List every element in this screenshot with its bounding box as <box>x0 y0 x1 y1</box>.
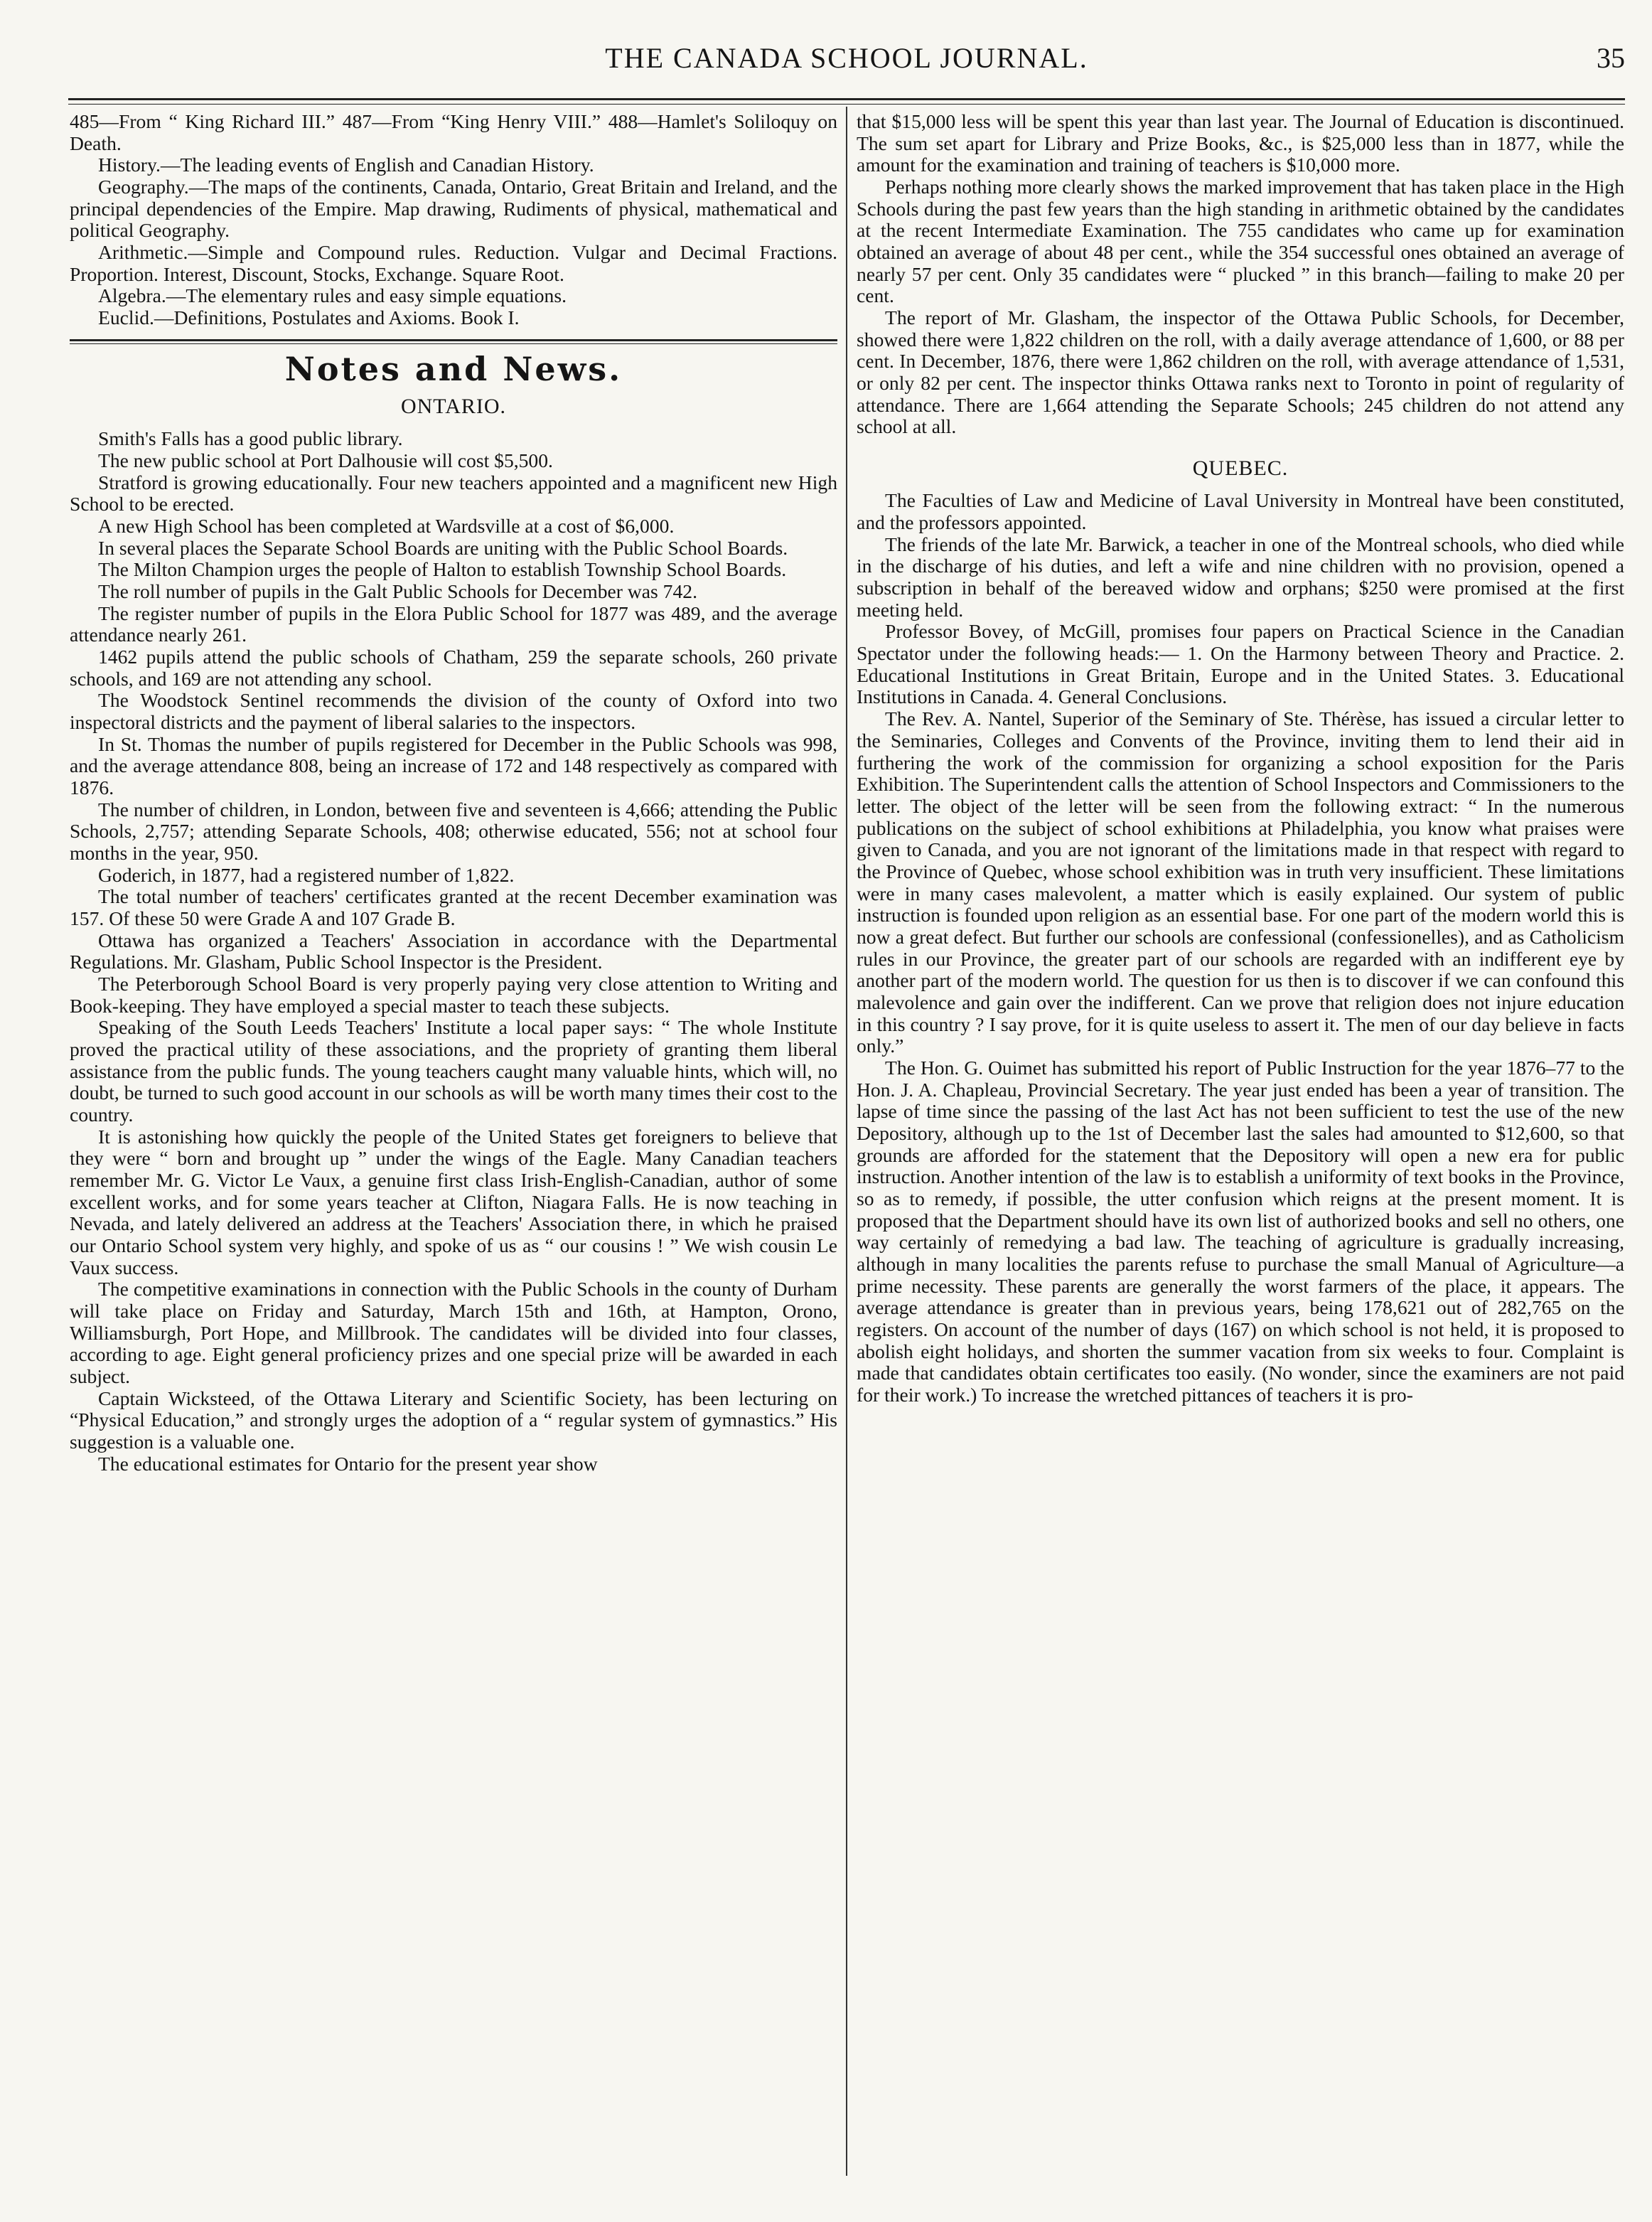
news-item: In several places the Separate School Boards are uniting with the Public School Boards. <box>98 536 788 559</box>
news-item: The Woodstock Sentinel recommends the division of the county of Oxford into two inspectoral districts and the payment of liberal salaries to the inspectors. <box>70 689 837 733</box>
news-item: The Peterborough School Board is very properly paying very close attention to Writing and Book-keeping. They have employed a special master to teach these subjects. <box>70 973 837 1017</box>
news-item: that $15,000 less will be spent this year than last year. The Journal of Education is discontinued. The sum set apart for Library and Prize Books, &c., is $25,000 less than in 1877, while the amount for the examination and training of teachers is $10,000 more. <box>857 111 1624 176</box>
news-item: The Milton Champion urges the people of Halton to establish Township School Boards. <box>98 558 787 581</box>
news-item: In St. Thomas the number of pupils registered for December in the Public Schools was 998, and the average attendance 808, being an increase of 172 and 148 respectively as compared with 1876. <box>70 732 837 798</box>
news-item: The educational estimates for Ontario for the present year show <box>98 1452 598 1475</box>
intro-paragraph: Geography.—The maps of the continents, Canada, Ontario, Great Britain and Ireland, and the principal dependencies of the Empire. Map drawing, Rudiments of physical, mathematical and political Geography. <box>70 176 837 242</box>
news-item: The friends of the late Mr. Barwick, a teacher in one of the Montreal schools, who died while in the discharge of his duties, and left a wife and nine children with no provision, opened a subscription in behalf of the bereaved widow and orphans; $250 were promised at the first meeting held. <box>857 533 1624 621</box>
news-item: It is astonishing how quickly the people of the United States get foreigners to believe that they were “ born and brought up ” under the wings of the Eagle. Many Canadian teachers remember Mr. G. Victor Le Vaux, a genuine first class Irish-English-Canadian, author of some excellent works, and for some years teacher at Clifton, Niagara Falls. He is now teaching in Nevada, and lately delivered an address at the Teachers' Association there, in which he praised our Ontario School system very highly, and spoke of us as “ our cousins ! ” We wish cousin Le Vaux success. <box>70 1125 837 1278</box>
news-item: The Hon. G. Ouimet has submitted his report of Public Instruction for the year 1876–77 to the Hon. J. A. Chapleau, Provincial Secretary. The year just ended has been a year of transition. The lapse of time since the passing of the last Act has not been sufficient to test the use of the new Depository, although up to the 1st of December last the sales had amounted to $12,600, so that grounds are afforded for the statement that the Depository will open a new era for public instruction. Another intention of the law is to establish a uniformity of text books in the Province, so as to remedy, if possible, the utter confusion which reigns at the present moment. It is proposed that the Department should have its own list of authorized books and sell no others, one way certainly of remedying a bad law. The teaching of agriculture is gradually increasing, although in many localities the parents refuse to purchase the small Manual of Agriculture—a prime necessity. These parents are generally the worst farmers of the place, it appears. The average attendance is greater than in previous years, being 178,621 out of 282,765 on the registers. On account of the number of days (167) on which school is not held, it is proposed to abolish eight holidays, and shorten the summer vacation from six weeks to four. Complaint is made that candidates obtain certificates too easily. (No wonder, since the examiners are not paid for their work.) To increase the wretched pittances of teachers it is pro- <box>857 1056 1624 1406</box>
news-item: The competitive examinations in connection with the Public Schools in the county of Durham will take place on Friday and Saturday, March 15th and 16th, at Hampton, Orono, Williamsburgh, Port Hope, and Millbrook. The candidates will be divided into four classes, according to age. Eight general proficiency prizes and one special prize will be awarded in each subject. <box>70 1278 837 1388</box>
quebec-heading: QUEBEC. <box>1192 456 1289 481</box>
news-item: Captain Wicksteed, of the Ottawa Literary and Scientific Society, has been lecturing on “Physical Education,” and strongly urges the adoption of a “ regular system of gymnastics.” His suggestion is a valuable one. <box>70 1387 837 1453</box>
section-title: Notes and News. <box>284 349 623 388</box>
header-rule-thin <box>68 104 1625 105</box>
news-item: Professor Bovey, of McGill, promises four papers on Practical Science in the Canadian Spectator under the following heads:— 1. On the Harmony between Theory and Practice. 2. Educational Institutions in Great Britain, Europe and in the United States. 3. Educational Institutions in Canada. 4. General Conclusions. <box>857 620 1624 708</box>
news-item: The number of children, in London, between five and seventeen is 4,666; attending the Public Schools, 2,757; attending Separate Schools, 408; otherwise educated, 556; not at school four months in the year, 950. <box>70 798 837 864</box>
intro-paragraph: Arithmetic.—Simple and Compound rules. Reduction. Vulgar and Decimal Fractions. Proportion. Interest, Discount, Stocks, Exchange. Square Root. <box>70 241 837 285</box>
intro-paragraph: Euclid.—Definitions, Postulates and Axioms. Book I. <box>98 306 520 329</box>
right-column <box>857 111 1624 2173</box>
news-item: Perhaps nothing more clearly shows the marked improvement that has taken place in the High Schools during the past few years than the high standing in arithmetic obtained by the candidates at the recent Intermediate Examination. The 755 candidates who came up for examination obtained an average of about 48 per cent., while the 354 successful ones obtained an average of nearly 57 per cent. Only 35 candidates were “ plucked ” in this branch—failing to make 20 per cent. <box>857 176 1624 307</box>
news-item: The Faculties of Law and Medicine of Laval University in Montreal have been constituted, and the professors appointed. <box>857 489 1624 534</box>
news-item: The register number of pupils in the Elora Public School for 1877 was 489, and the average attendance nearly 261. <box>70 602 837 646</box>
journal-title: THE CANADA SCHOOL JOURNAL. <box>605 42 1088 74</box>
news-item: The Rev. A. Nantel, Superior of the Seminary of Ste. Thérèse, has issued a circular letter to the Seminaries, Colleges and Convents of the Province, inviting them to lend their aid in furthering the work of the commission for organizing a school exposition for the Paris Exhibition. The Superintendent calls the attention of School Inspectors and Commissioners to the letter. The object of the letter will be seen from the following extract: “ In the numerous publications on the subject of school exhibitions at Philadelphia, you know what praises were given to Canada, and you are not ignorant of the limitations made in that respect with regard to the Province of Quebec, whose school exhibition was in truth very insufficient. These limitations were in many cases malevolent, a matter which is easily explained. Our system of public instruction is founded upon religion as an essential base. For one part of the modern world this is now a great defect. But further our schools are confessional (confessionelles), and as Catholicism rules in our Province, the greater part of our schools are regarded with an indifferent eye by another part of the modern world. The question for us then is to discover if we can confound this malevolence and gain over the indifferent. Can we prove that religion does not injure education in this country ? I say prove, for it is quite useless to assert it. The men of our day believe in facts only.” <box>857 707 1624 1057</box>
news-item: Ottawa has organized a Teachers' Association in accordance with the Departmental Regulations. Mr. Glasham, Public School Inspector is the President. <box>70 929 837 973</box>
masthead <box>68 41 1625 84</box>
left-column <box>70 111 837 2173</box>
ontario-heading: ONTARIO. <box>400 394 507 418</box>
header-rule <box>68 98 1625 100</box>
news-item: Smith's Falls has a good public library. <box>98 427 403 450</box>
news-item: The new public school at Port Dalhousie will cost $5,500. <box>98 449 553 471</box>
news-item: Goderich, in 1877, had a registered number of 1,822. <box>98 863 515 886</box>
intro-paragraph: Algebra.—The elementary rules and easy simple equations. <box>98 284 567 307</box>
news-item: Stratford is growing educationally. Four new teachers appointed and a magnificent new High School to be erected. <box>70 471 837 516</box>
news-item: A new High School has been completed at Wardsville at a cost of $6,000. <box>98 514 675 537</box>
column-divider <box>846 107 847 2176</box>
intro-paragraph: 485—From “ King Richard III.” 487—From “King Henry VIII.” 488—Hamlet's Soliloquy on Death. <box>70 111 837 154</box>
intro-paragraph: History.—The leading events of English and Canadian History. <box>98 154 594 176</box>
section-rule <box>70 339 837 344</box>
news-item: Speaking of the South Leeds Teachers' Institute a local paper says: “ The whole Institute proved the practical utility of these associations, and the propriety of granting them liberal assistance from the public funds. The young teachers caught many valuable hints, which will, no doubt, be turned to such good account in our schools as will be worth many times their cost to the country. <box>70 1016 837 1126</box>
page-number: 35 <box>1597 42 1625 74</box>
news-item: The roll number of pupils in the Galt Public Schools for December was 742. <box>98 579 697 602</box>
news-item: 1462 pupils attend the public schools of Chatham, 259 the separate schools, 260 private schools, and 169 are not attending any school. <box>70 645 837 690</box>
news-item: The report of Mr. Glasham, the inspector of the Ottawa Public Schools, for December, showed there were 1,822 children on the roll, with a daily average attendance of 1,600, or 88 per cent. In December, 1876, there were 1,862 children on the roll, with average attendance of 1,531, or only 82 per cent. The inspector thinks Ottawa ranks next to Toronto in point of regularity of attendance. There are 1,664 attending the Separate Schools; 245 children do not attend any school at all. <box>857 306 1624 438</box>
news-item: The total number of teachers' certificates granted at the recent December examination was 157. Of these 50 were Grade A and 107 Grade B. <box>70 885 837 929</box>
